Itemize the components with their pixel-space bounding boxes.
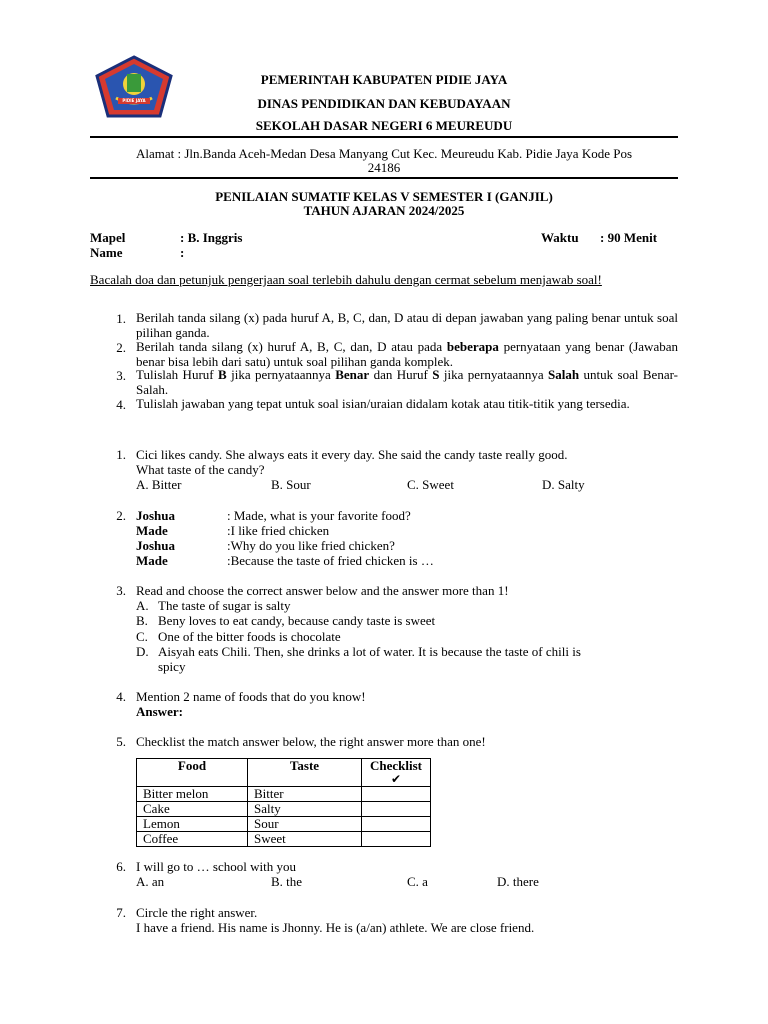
instruction-number: 1. xyxy=(116,311,126,326)
checklist-table xyxy=(136,758,431,847)
option-letter: C. xyxy=(136,629,148,644)
instruction-bold: Benar xyxy=(335,367,370,382)
dialog-speaker: Made xyxy=(136,523,168,538)
instruction-number: 3. xyxy=(116,368,126,383)
mapel-label: Mapel xyxy=(90,230,126,245)
instruction-item: Tulislah jawaban yang tepat untuk soal isian/uraian didalam kotak atau titik-titik yang tersedia. xyxy=(136,396,630,411)
header-rule-top xyxy=(90,136,678,138)
option-a: A. Bitter xyxy=(136,477,182,492)
instruction-item xyxy=(136,340,678,369)
option-text: Aisyah eats Chili. Then, she drinks a lot of water. It is because the taste of chili is xyxy=(158,644,581,659)
food-cell: Cake xyxy=(137,802,248,817)
dialog-line: : Made, what is your favorite food? xyxy=(227,508,411,523)
exam-title: PENILAIAN SUMATIF KELAS V SEMESTER I (GANJIL) xyxy=(215,189,553,204)
checklist-cell[interactable] xyxy=(362,787,431,802)
question-number: 6. xyxy=(116,859,126,874)
dialog-speaker: Made xyxy=(136,553,168,568)
option-c: C. Sweet xyxy=(407,477,454,492)
question-text: Circle the right answer. xyxy=(136,905,258,920)
instruction-bold: B xyxy=(218,367,227,382)
checkmark-icon: ✔ xyxy=(390,772,402,786)
question-text: Checklist the match answer below, the right answer more than one! xyxy=(136,734,486,749)
table-row xyxy=(137,802,431,817)
instruction-text: dan Huruf xyxy=(369,367,433,382)
instructions-intro: Bacalah doa dan petunjuk pengerjaan soal terlebih dahulu dengan cermat sebelum menjawab soal! xyxy=(90,272,602,287)
option-b: B. Sour xyxy=(271,477,311,492)
dialog-speaker: Joshua xyxy=(136,538,176,553)
food-cell: Coffee xyxy=(137,832,248,847)
table-header-food: Food xyxy=(137,759,248,787)
option-text: Beny loves to eat candy, because candy taste is sweet xyxy=(158,613,436,628)
taste-cell: Sweet xyxy=(248,832,362,847)
table-row xyxy=(137,817,431,832)
instruction-item: Berilah tanda silang (x) pada huruf A, B, C, dan, D atau di depan jawaban yang paling benar untuk soal pilihan ganda. xyxy=(136,310,678,340)
dialog-line: :Why do you like fried chicken? xyxy=(227,538,395,553)
name-value: : xyxy=(180,245,185,260)
instruction-text: untuk soal Benar-Salah. xyxy=(136,367,678,397)
option-text: One of the bitter foods is chocolate xyxy=(158,629,341,644)
taste-cell: Salty xyxy=(248,802,362,817)
exam-year: TAHUN AJARAN 2024/2025 xyxy=(303,203,465,218)
question-number: 5. xyxy=(116,734,126,749)
option-d: D. there xyxy=(497,874,539,889)
table-header-checklist xyxy=(362,759,431,787)
waktu-value: : 90 Menit xyxy=(600,230,658,245)
instruction-text: pernyataan yang benar (Jawaban benar bisa lebih dari satu) untuk soal pilihan ganda komplek. xyxy=(136,339,678,369)
question-number: 7. xyxy=(116,905,126,920)
checklist-cell[interactable] xyxy=(362,832,431,847)
question-text: I have a friend. His name is Jhonny. He is (a/an) athlete. We are close friend. xyxy=(136,920,535,935)
food-cell: Lemon xyxy=(137,817,248,832)
question-number: 3. xyxy=(116,583,126,598)
header-line-1: PEMERINTAH KABUPATEN PIDIE JAYA xyxy=(260,72,508,87)
option-b: B. the xyxy=(271,874,303,889)
option-letter: B. xyxy=(136,613,148,628)
header-rule-bottom xyxy=(90,177,678,179)
checklist-cell[interactable] xyxy=(362,817,431,832)
food-cell: Bitter melon xyxy=(137,787,248,802)
option-letter: A. xyxy=(136,598,149,613)
dialog-speaker: Joshua xyxy=(136,508,176,523)
option-c: C. a xyxy=(407,874,428,889)
dialog-line: :I like fried chicken xyxy=(227,523,330,538)
checklist-label: Checklist xyxy=(370,758,422,773)
waktu-label: Waktu xyxy=(541,230,579,245)
checklist-cell[interactable] xyxy=(362,802,431,817)
answer-label: Answer: xyxy=(136,704,183,719)
taste-cell: Sour xyxy=(248,817,362,832)
question-text: Read and choose the correct answer below and the answer more than 1! xyxy=(136,583,509,598)
instruction-bold: beberapa xyxy=(446,339,499,354)
header-line-2: DINAS PENDIDIKAN DAN KEBUDAYAAN xyxy=(257,96,511,111)
name-label: Name xyxy=(90,245,123,260)
instruction-number: 2. xyxy=(116,340,126,355)
question-text: Mention 2 name of foods that do you know! xyxy=(136,689,366,704)
table-row xyxy=(137,787,431,802)
table-header-taste: Taste xyxy=(248,759,362,787)
instruction-number: 4. xyxy=(116,397,126,412)
option-text: The taste of sugar is salty xyxy=(158,598,291,613)
question-text: What taste of the candy? xyxy=(136,462,265,477)
instruction-bold: Salah xyxy=(548,367,580,382)
question-text: Cici likes candy. She always eats it every day. She said the candy taste really good. xyxy=(136,447,568,462)
instruction-bold: S xyxy=(432,367,440,382)
option-text: spicy xyxy=(158,659,186,674)
taste-cell: Bitter xyxy=(248,787,362,802)
instruction-item xyxy=(136,368,678,397)
question-number: 4. xyxy=(116,689,126,704)
instruction-text: jika pernyataannya xyxy=(226,367,336,382)
option-letter: D. xyxy=(136,644,149,659)
header-line-3: SEKOLAH DASAR NEGERI 6 MEUREUDU xyxy=(255,118,513,133)
instruction-text: jika pernyataannya xyxy=(439,367,549,382)
question-number: 2. xyxy=(116,508,126,523)
table-header-row xyxy=(137,759,431,787)
instruction-text: Tulislah Huruf xyxy=(136,367,219,382)
table-row xyxy=(137,832,431,847)
logo-text: PIDIE JAYA xyxy=(122,98,146,103)
option-d: D. Salty xyxy=(542,477,585,492)
mapel-value: : B. Inggris xyxy=(180,230,243,245)
instruction-text: Berilah tanda silang (x) huruf A, B, C, dan, D atau pada xyxy=(136,339,447,354)
address-line-2: 24186 xyxy=(367,160,401,175)
question-text: I will go to … school with you xyxy=(136,859,296,874)
option-a: A. an xyxy=(136,874,165,889)
address-line-1: Alamat : Jln.Banda Aceh-Medan Desa Manyang Cut Kec. Meureudu Kab. Pidie Jaya Kode Pos xyxy=(135,146,633,161)
question-number: 1. xyxy=(116,447,126,462)
dialog-line: :Because the taste of fried chicken is … xyxy=(227,553,434,568)
